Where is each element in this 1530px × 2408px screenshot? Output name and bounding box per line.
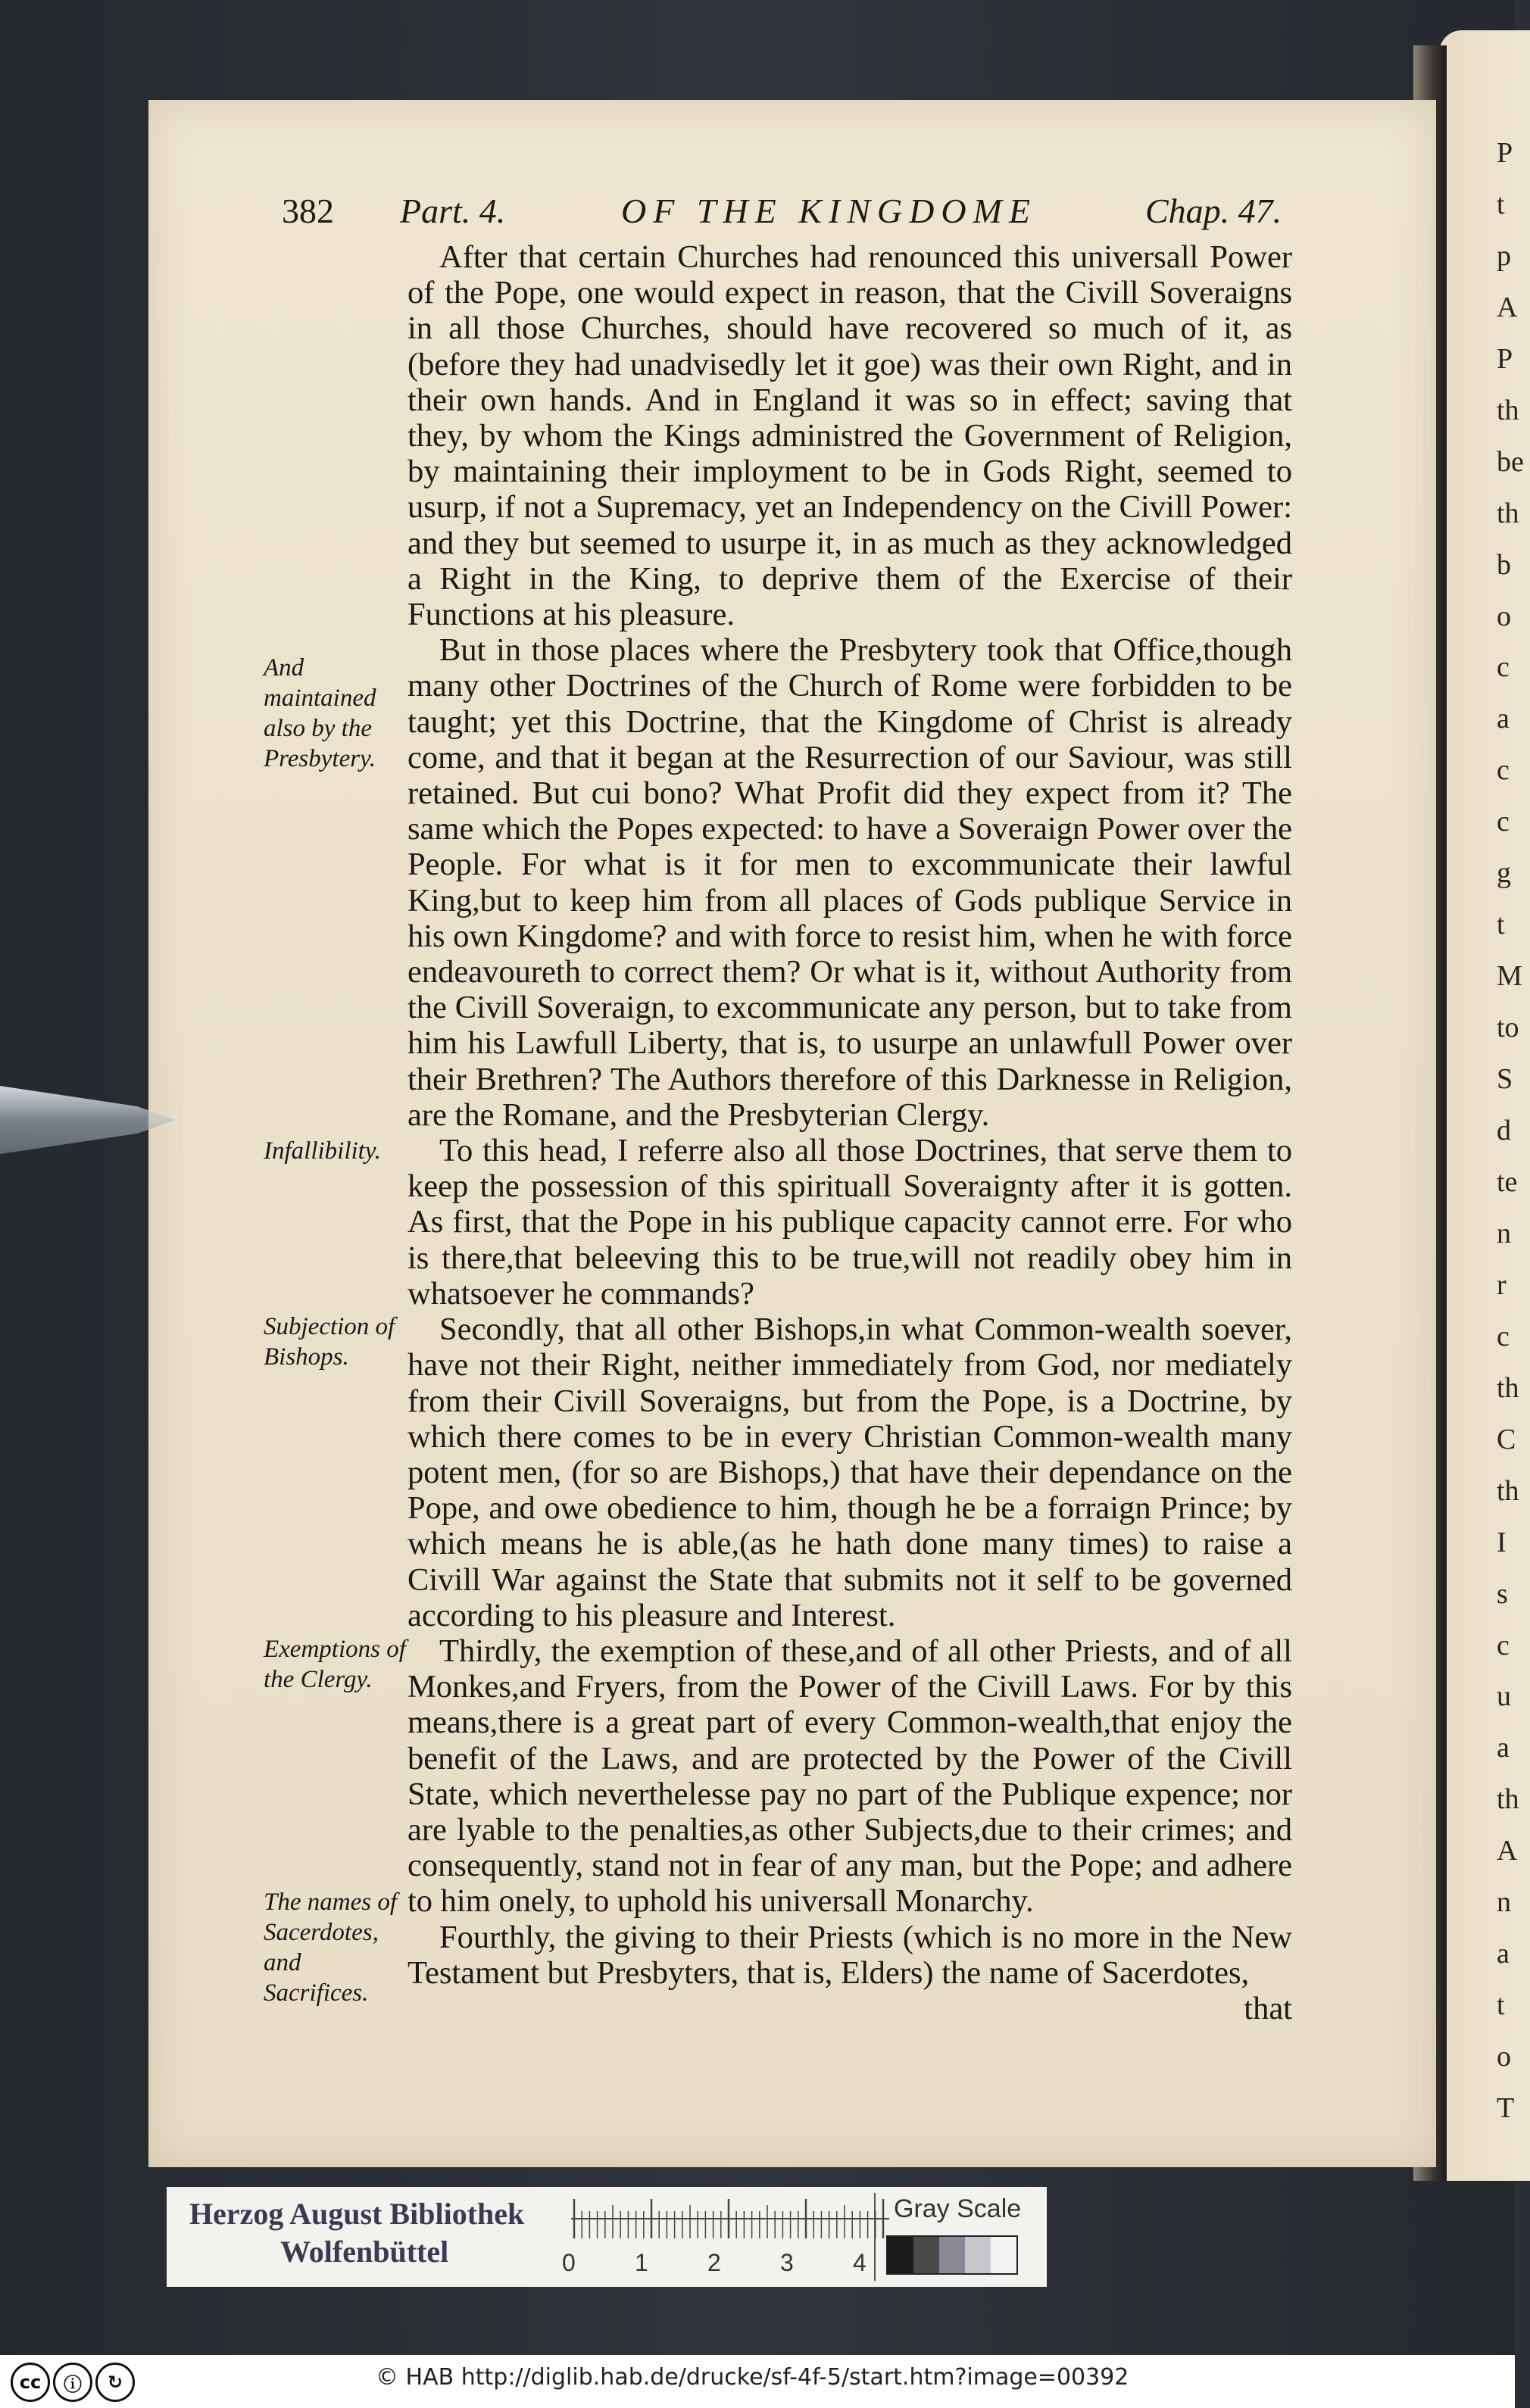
marginal-note: And maintained also by the Presbytery. bbox=[264, 654, 376, 772]
facing-page-fragment: b bbox=[1497, 548, 1511, 581]
running-title: OF THE KINGDOME bbox=[621, 192, 1037, 230]
facing-page-fragment: A bbox=[1497, 291, 1518, 323]
paragraph: To this head, I referre also all those Doctrines, that serve them to keep the possession of this spirituall Soveraignty after it is gotten. As first, that the Pope in his publique capacity cannot erre. For who is there,that beleeving this to be true,will not readily obey him in whatsoever he commands? bbox=[407, 1133, 1292, 1312]
part-label: Part. 4. bbox=[400, 192, 506, 230]
paragraph: Fourthly, the giving to their Priests (which is no more in the New Testament but Presbyters, that is, Elders) the name of Sacerdotes, bbox=[407, 1919, 1292, 1991]
marginal-note: Exemptions of the Clergy. bbox=[264, 1636, 406, 1693]
gray-swatch bbox=[991, 2237, 1016, 2273]
paragraph: Thirdly, the exemption of these,and of all other Priests, and of all Monkes,and Fryers, from the Power of the Civill Laws. For by this means,there is a great part of every Common-wealth,that enjoy the benefit of the Laws, and are protected by the Power of the Civill State, which neverthelesse pay no part of the Publique expence; nor are lyable to the penalties,as other Subjects,due to their crimes; and consequently, stand not in fear of any man, but the Pope; and adhere to him onely, to uphold his universall Monarchy. bbox=[407, 1633, 1292, 1920]
paragraph: But in those places where the Presbytery took that Office,though many other Doctrines of the Church of Rome were forbidden to be taught; yet this Doctrine, that the Kingdome of Christ is already come, and that it began at the Resurrection of our Saviour, was still retained. But cui bono? What Profit did they expect from it? The same which the Popes expected: to have a Soveraign Power over the People. For what is it for men to excommunicate their lawful King,but to keep him from all places of Gods publique Service in his own Kingdome? and with force to resist him, when he with force endeavoureth to correct them? Or what is it, without Authority from the Civill Soveraign, to excommunicate any person, but to take from him his Lawfull Liberty, that is, to usurpe an unlawfull Power over their Brethren? The Authors therefore of this Darknesse in Religion, are the Romane, and the Presbyterian Clergy. bbox=[407, 632, 1292, 1133]
marginal-note: The names of Sacerdotes, and Sacrifices. bbox=[264, 1889, 397, 2007]
gray-scale-swatches bbox=[886, 2235, 1018, 2275]
body-text bbox=[407, 239, 1292, 2026]
facing-page-fragment: T bbox=[1497, 2092, 1515, 2125]
facing-page-fragment: c bbox=[1497, 1629, 1510, 1661]
facing-page-fragment: P bbox=[1497, 137, 1513, 169]
facing-page-fragment: M bbox=[1497, 960, 1522, 993]
ruler-number: 0 bbox=[562, 2249, 576, 2276]
paragraph: After that certain Churches had renounced this universall Power of the Pope, one would expect in reason, that the Civill Soveraigns in all those Churches, should have recovered so much of it, as (before they had unadvisedly let it goe) was their own Right, and in their own hands. And in England it was so in effect; saving that they, by whom the Kings administred the Government of Religion, by maintaining their imployment to be in Gods Right, seemed to usurp, if not a Supremacy, yet an Independency on the Civill Power: and they but seemed to usurpe it, in as much as they acknowledged a Right in the King, to deprive them of the Exercise of their Functions at his pleasure. bbox=[407, 239, 1292, 633]
gray-swatch bbox=[965, 2237, 991, 2273]
marginal-note: Subjection of Bishops. bbox=[264, 1313, 395, 1371]
facing-page-fragment: C bbox=[1497, 1423, 1516, 1455]
paragraph: Secondly, that all other Bishops,in what Common-wealth soever, have not their Right, neither immediately from God, nor mediately from their Civill Soveraigns, but from the Pope, is a Doctrine, by which there comes to be in every Christian Common-wealth many potent men, (for so are Bishops,) that have their dependance on the Pope, and owe obedience to him, though he be a forraign Prince; by which means he is able,(as he hath done many times) to raise a Civill War against the State that submits not it self to be governed according to his pleasure and Interest. bbox=[407, 1312, 1292, 1633]
library-city: Wolfenbüttel bbox=[280, 2235, 449, 2269]
facing-page-fragment: a bbox=[1497, 1732, 1510, 1764]
facing-page-fragment: S bbox=[1497, 1063, 1513, 1096]
facing-page-fragment: A bbox=[1497, 1835, 1518, 1867]
page-number: 382 bbox=[282, 192, 334, 230]
ruler-icon bbox=[571, 2197, 889, 2240]
ruler-number: 2 bbox=[707, 2249, 721, 2276]
library-label bbox=[167, 2187, 1047, 2287]
facing-page-fragment: g bbox=[1497, 857, 1511, 890]
source-credit[interactable]: © HAB http://diglib.hab.de/drucke/sf-4f-5/start.htm?image=00392 bbox=[376, 2364, 1129, 2391]
sa-icon: ↻ bbox=[95, 2363, 135, 2402]
facing-page-fragment: te bbox=[1497, 1165, 1518, 1198]
facing-page-fragment: P bbox=[1497, 342, 1513, 375]
facing-page-fragment: a bbox=[1497, 1938, 1510, 1970]
facing-page-fragment: r bbox=[1497, 1268, 1507, 1301]
facing-page-fragment: t bbox=[1497, 188, 1505, 220]
facing-page-fragment: n bbox=[1497, 1217, 1511, 1249]
cc-icon: cc bbox=[11, 2363, 50, 2402]
ruler-number: 3 bbox=[780, 2249, 794, 2276]
gray-scale-title: Gray Scale bbox=[894, 2194, 1022, 2223]
facing-page-fragment: d bbox=[1497, 1115, 1511, 1147]
facing-page-fragment: n bbox=[1497, 1886, 1511, 1919]
facing-page-fragment: th bbox=[1497, 1783, 1519, 1816]
facing-page-fragment: o bbox=[1497, 600, 1511, 632]
facing-page-fragment: th bbox=[1497, 1371, 1519, 1404]
ruler-number: 1 bbox=[635, 2249, 648, 2276]
facing-page-fragment: c bbox=[1497, 1320, 1510, 1352]
chapter-label: Chap. 47. bbox=[1145, 192, 1282, 230]
facing-page-fragment: to bbox=[1497, 1012, 1519, 1044]
facing-page-fragment: t bbox=[1497, 1989, 1505, 2022]
by-icon: ⓘ bbox=[53, 2363, 92, 2402]
facing-page-fragment: t bbox=[1497, 909, 1505, 941]
gray-swatch bbox=[888, 2237, 913, 2273]
gray-swatch bbox=[939, 2237, 965, 2273]
facing-page-fragment: a bbox=[1497, 703, 1510, 735]
facing-page-fragment: o bbox=[1497, 2041, 1511, 2073]
ruler-number: 4 bbox=[853, 2249, 866, 2276]
facing-page-fragment: u bbox=[1497, 1680, 1511, 1713]
facing-page-fragment: p bbox=[1497, 239, 1511, 272]
facing-page-fragment: th bbox=[1497, 497, 1519, 529]
license-badge[interactable] bbox=[11, 2363, 135, 2402]
library-name: Herzog August Bibliothek bbox=[189, 2197, 525, 2231]
facing-page-fragment: s bbox=[1497, 1577, 1508, 1610]
facing-page-fragment: th bbox=[1497, 1474, 1519, 1507]
gray-swatch bbox=[913, 2237, 939, 2273]
facing-page-fragment: c bbox=[1497, 806, 1510, 838]
facing-page-fragment: c bbox=[1497, 651, 1510, 684]
facing-page-fragment: th bbox=[1497, 394, 1519, 426]
facing-page-fragment: I bbox=[1497, 1526, 1507, 1558]
facing-page-fragment: be bbox=[1497, 445, 1524, 478]
marginal-note: Infallibility. bbox=[264, 1137, 381, 1165]
facing-page-fragment: c bbox=[1497, 754, 1510, 787]
catchword: that bbox=[1244, 1990, 1292, 2026]
running-header bbox=[0, 191, 1515, 236]
label-divider bbox=[874, 2193, 876, 2281]
footer-bar bbox=[0, 2355, 1515, 2408]
